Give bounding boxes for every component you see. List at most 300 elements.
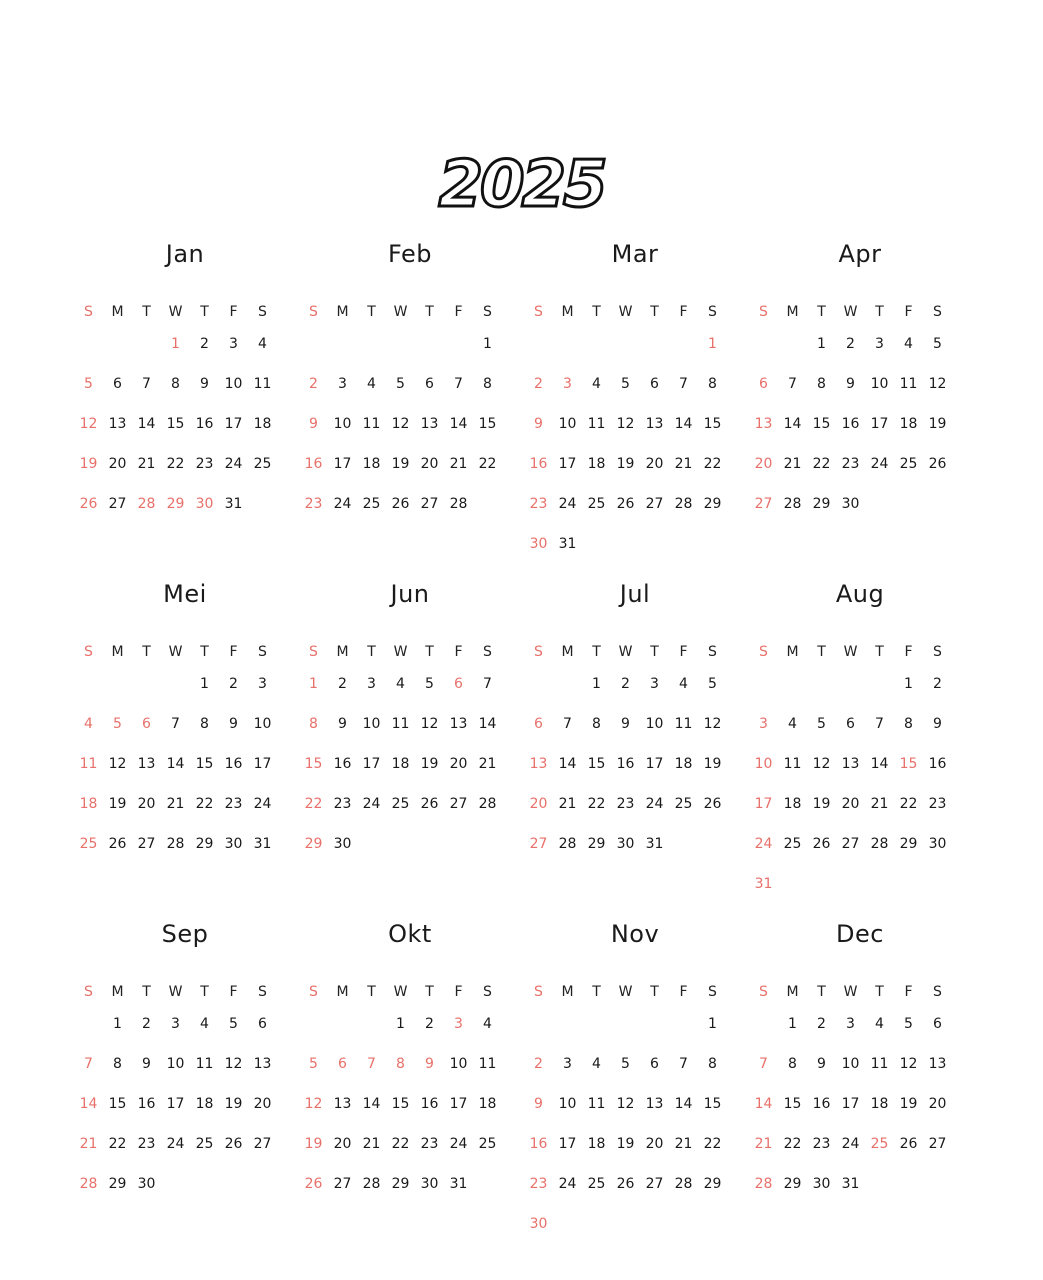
day-cell-holiday: 1 [708, 336, 717, 352]
day-cell: 2 [425, 1016, 434, 1032]
week-row [299, 794, 524, 834]
day-cell: 17 [645, 756, 664, 772]
day-cell-holiday: 12 [79, 416, 98, 432]
empty-cell [611, 334, 640, 374]
day-cell: 15 [391, 1096, 410, 1112]
day-cell-holiday: 23 [529, 496, 548, 512]
week-row [74, 1174, 299, 1214]
day-cell: 8 [817, 376, 826, 392]
empty-cell [473, 1174, 502, 1214]
empty-cell [357, 1014, 386, 1054]
day-cell: 27 [841, 836, 860, 852]
day-cell: 25 [253, 456, 272, 472]
week-row [299, 714, 524, 754]
day-cell: 10 [558, 416, 577, 432]
weekday-label: F [679, 304, 688, 320]
empty-cell [386, 834, 415, 874]
day-cell: 12 [899, 1056, 918, 1072]
day-cell: 30 [928, 836, 947, 852]
day-cell: 5 [425, 676, 434, 692]
day-cell: 2 [933, 676, 942, 692]
day-cell: 18 [870, 1096, 889, 1112]
day-cell: 8 [708, 376, 717, 392]
weekday-label: S [759, 644, 768, 660]
day-cell: 30 [420, 1176, 439, 1192]
weekday-label: S [534, 644, 543, 660]
day-cell: 4 [904, 336, 913, 352]
day-cell: 13 [420, 416, 439, 432]
day-cell: 1 [904, 676, 913, 692]
weekday-label: S [258, 304, 267, 320]
day-cell: 12 [391, 416, 410, 432]
day-cell: 8 [200, 716, 209, 732]
day-cell: 24 [449, 1136, 468, 1152]
empty-cell [357, 834, 386, 874]
empty-cell [524, 334, 553, 374]
day-cell-holiday: 25 [870, 1136, 889, 1152]
empty-cell [553, 334, 582, 374]
day-cell: 27 [333, 1176, 352, 1192]
day-cell: 19 [108, 796, 127, 812]
weekday-label: T [367, 984, 376, 1000]
day-cell: 30 [137, 1176, 156, 1192]
weekday-header [524, 966, 749, 1002]
week-row [74, 794, 299, 834]
day-cell: 20 [333, 1136, 352, 1152]
month-mar [524, 236, 749, 576]
day-cell: 14 [558, 756, 577, 772]
day-cell: 12 [420, 716, 439, 732]
day-cell: 31 [253, 836, 272, 852]
empty-cell [473, 834, 502, 874]
weekday-label: T [817, 984, 826, 1000]
day-cell: 14 [362, 1096, 381, 1112]
day-cell: 21 [870, 796, 889, 812]
day-cell: 9 [200, 376, 209, 392]
weekday-label: T [875, 644, 884, 660]
day-cell: 18 [587, 456, 606, 472]
empty-cell [865, 874, 894, 914]
day-cell: 21 [674, 1136, 693, 1152]
week-row [749, 834, 974, 874]
weekday-label: S [483, 304, 492, 320]
weekday-label: S [534, 984, 543, 1000]
day-cell: 24 [645, 796, 664, 812]
day-cell: 12 [616, 416, 635, 432]
day-cell: 8 [592, 716, 601, 732]
day-cell: 5 [817, 716, 826, 732]
day-cell: 8 [904, 716, 913, 732]
day-cell: 24 [166, 1136, 185, 1152]
month-name: Apr [838, 240, 882, 268]
empty-cell [807, 874, 836, 914]
week-row [74, 1134, 299, 1174]
weekday-label: W [168, 984, 183, 1000]
day-cell: 22 [703, 1136, 722, 1152]
weekday-label: F [454, 984, 463, 1000]
day-cell: 15 [478, 416, 497, 432]
day-cell: 28 [783, 496, 802, 512]
month-name: Jun [390, 580, 430, 608]
day-cell: 21 [783, 456, 802, 472]
day-cell: 27 [137, 836, 156, 852]
day-cell: 4 [396, 676, 405, 692]
empty-cell [749, 674, 778, 714]
weekday-label: M [786, 304, 799, 320]
weekday-label: M [561, 644, 574, 660]
empty-cell [74, 1014, 103, 1054]
day-cell-holiday: 3 [759, 716, 768, 732]
day-cell: 3 [846, 1016, 855, 1032]
day-cell: 6 [650, 376, 659, 392]
empty-cell [248, 1174, 277, 1214]
weekday-label: W [618, 984, 633, 1000]
empty-cell [611, 1014, 640, 1054]
day-cell: 17 [841, 1096, 860, 1112]
day-cell: 19 [928, 416, 947, 432]
month-okt [299, 916, 524, 1256]
calendar-grid [74, 236, 974, 1256]
week-row [524, 1054, 749, 1094]
day-cell: 26 [616, 1176, 635, 1192]
day-cell: 29 [703, 1176, 722, 1192]
day-cell: 2 [846, 336, 855, 352]
day-cell: 14 [166, 756, 185, 772]
day-cell: 7 [679, 1056, 688, 1072]
day-cell: 11 [674, 716, 693, 732]
day-cell: 4 [592, 376, 601, 392]
weekday-label: T [142, 644, 151, 660]
day-cell: 20 [841, 796, 860, 812]
day-cell: 25 [362, 496, 381, 512]
empty-cell [640, 334, 669, 374]
day-cell: 10 [224, 376, 243, 392]
empty-cell [386, 334, 415, 374]
day-cell: 23 [841, 456, 860, 472]
day-cell: 26 [703, 796, 722, 812]
day-cell: 7 [788, 376, 797, 392]
day-cell: 2 [200, 336, 209, 352]
empty-cell [473, 494, 502, 534]
week-row [524, 454, 749, 494]
weekday-header [749, 286, 974, 322]
day-cell: 29 [108, 1176, 127, 1192]
day-cell: 5 [621, 1056, 630, 1072]
empty-cell [640, 534, 669, 574]
day-cell: 22 [783, 1136, 802, 1152]
week-row [74, 494, 299, 534]
day-cell: 6 [258, 1016, 267, 1032]
empty-cell [669, 534, 698, 574]
empty-cell [923, 874, 952, 914]
day-cell-holiday: 13 [754, 416, 773, 432]
day-cell: 17 [449, 1096, 468, 1112]
empty-cell [328, 1014, 357, 1054]
day-cell: 11 [195, 1056, 214, 1072]
weekday-label: F [679, 644, 688, 660]
day-cell-holiday: 9 [425, 1056, 434, 1072]
weekday-label: M [786, 984, 799, 1000]
weekday-label: T [425, 304, 434, 320]
day-cell-holiday: 27 [754, 496, 773, 512]
day-cell-holiday: 26 [304, 1176, 323, 1192]
empty-cell [328, 334, 357, 374]
day-cell: 18 [195, 1096, 214, 1112]
week-row [524, 1134, 749, 1174]
weekday-label: T [592, 304, 601, 320]
empty-cell [611, 1214, 640, 1254]
day-cell: 11 [899, 376, 918, 392]
day-cell: 18 [587, 1136, 606, 1152]
day-cell: 14 [137, 416, 156, 432]
day-cell: 31 [224, 496, 243, 512]
day-cell: 24 [558, 496, 577, 512]
month-name: Aug [835, 580, 885, 608]
week-row [749, 374, 974, 414]
weekday-header [749, 966, 974, 1002]
day-cell: 7 [142, 376, 151, 392]
day-cell: 21 [478, 756, 497, 772]
weekday-header [749, 626, 974, 662]
weekday-header [524, 626, 749, 662]
day-cell: 18 [391, 756, 410, 772]
day-cell: 24 [333, 496, 352, 512]
day-cell: 19 [812, 796, 831, 812]
day-cell: 2 [817, 1016, 826, 1032]
day-cell: 10 [333, 416, 352, 432]
day-cell: 31 [449, 1176, 468, 1192]
day-cell: 4 [367, 376, 376, 392]
week-row [749, 1094, 974, 1134]
empty-cell [778, 674, 807, 714]
week-row [74, 1014, 299, 1054]
day-cell: 28 [674, 496, 693, 512]
day-cell: 24 [253, 796, 272, 812]
day-cell: 9 [229, 716, 238, 732]
day-cell: 5 [396, 376, 405, 392]
day-cell-holiday: 13 [529, 756, 548, 772]
day-cell: 30 [812, 1176, 831, 1192]
week-row [524, 374, 749, 414]
weekday-label: F [904, 984, 913, 1000]
day-cell: 26 [928, 456, 947, 472]
empty-cell [778, 874, 807, 914]
day-cell: 5 [933, 336, 942, 352]
day-cell: 27 [253, 1136, 272, 1152]
day-cell-holiday: 27 [529, 836, 548, 852]
day-cell: 9 [817, 1056, 826, 1072]
weekday-label: M [336, 304, 349, 320]
day-cell: 11 [362, 416, 381, 432]
day-cell: 9 [338, 716, 347, 732]
day-cell: 28 [166, 836, 185, 852]
day-cell: 15 [108, 1096, 127, 1112]
week-row [749, 754, 974, 794]
day-cell: 20 [449, 756, 468, 772]
day-cell: 15 [703, 416, 722, 432]
month-name: Okt [388, 920, 432, 948]
day-cell: 23 [928, 796, 947, 812]
week-row [299, 334, 524, 374]
weekday-label: F [454, 644, 463, 660]
day-cell: 25 [587, 1176, 606, 1192]
day-cell-holiday: 30 [529, 536, 548, 552]
weekday-header [74, 286, 299, 322]
day-cell: 18 [899, 416, 918, 432]
day-cell: 19 [616, 1136, 635, 1152]
week-row [749, 794, 974, 834]
day-cell-holiday: 1 [309, 676, 318, 692]
empty-cell [553, 674, 582, 714]
week-row [749, 1054, 974, 1094]
day-cell-holiday: 7 [759, 1056, 768, 1072]
empty-cell [640, 1014, 669, 1054]
day-cell: 3 [171, 1016, 180, 1032]
week-row [74, 1094, 299, 1134]
weekday-label: T [200, 304, 209, 320]
weekday-label: W [168, 304, 183, 320]
day-cell: 22 [166, 456, 185, 472]
day-cell: 15 [703, 1096, 722, 1112]
day-cell: 26 [420, 796, 439, 812]
day-cell-holiday: 21 [754, 1136, 773, 1152]
empty-cell [865, 494, 894, 534]
day-cell: 6 [113, 376, 122, 392]
day-cell: 23 [420, 1136, 439, 1152]
weekday-label: S [759, 304, 768, 320]
day-cell: 5 [621, 376, 630, 392]
empty-cell [553, 1214, 582, 1254]
week-row [74, 374, 299, 414]
day-cell: 4 [679, 676, 688, 692]
day-cell-holiday: 24 [754, 836, 773, 852]
day-cell: 23 [195, 456, 214, 472]
weekday-label: T [200, 984, 209, 1000]
day-cell: 13 [841, 756, 860, 772]
week-row [74, 1054, 299, 1094]
weekday-label: S [258, 984, 267, 1000]
day-cell-holiday: 30 [529, 1216, 548, 1232]
day-cell: 25 [195, 1136, 214, 1152]
weekday-header [299, 966, 524, 1002]
week-row [749, 1014, 974, 1054]
empty-cell [836, 874, 865, 914]
day-cell-holiday: 2 [534, 1056, 543, 1072]
weekday-label: S [309, 644, 318, 660]
day-cell: 1 [483, 336, 492, 352]
day-cell: 29 [703, 496, 722, 512]
day-cell: 27 [449, 796, 468, 812]
day-cell: 21 [362, 1136, 381, 1152]
day-cell-holiday: 16 [529, 456, 548, 472]
day-cell: 14 [674, 416, 693, 432]
day-cell: 4 [483, 1016, 492, 1032]
empty-cell [894, 874, 923, 914]
weekday-label: W [168, 644, 183, 660]
day-cell-holiday: 6 [338, 1056, 347, 1072]
empty-cell [415, 334, 444, 374]
day-cell: 30 [333, 836, 352, 852]
weekday-label: S [708, 644, 717, 660]
week-row [74, 754, 299, 794]
day-cell-holiday: 8 [396, 1056, 405, 1072]
day-cell: 22 [587, 796, 606, 812]
day-cell: 20 [420, 456, 439, 472]
day-cell: 16 [928, 756, 947, 772]
day-cell: 18 [674, 756, 693, 772]
weekday-label: T [425, 984, 434, 1000]
weekday-label: T [650, 644, 659, 660]
day-cell: 25 [899, 456, 918, 472]
weekday-label: M [561, 984, 574, 1000]
day-cell: 10 [558, 1096, 577, 1112]
day-cell: 30 [841, 496, 860, 512]
empty-cell [357, 334, 386, 374]
day-cell-holiday: 16 [529, 1136, 548, 1152]
weekday-label: S [708, 984, 717, 1000]
week-row [74, 414, 299, 454]
week-row [524, 1174, 749, 1214]
weekday-label: S [483, 644, 492, 660]
day-cell: 28 [870, 836, 889, 852]
weekday-label: T [425, 644, 434, 660]
week-row [299, 1094, 524, 1134]
day-cell: 9 [621, 716, 630, 732]
day-cell: 4 [258, 336, 267, 352]
weekday-label: S [534, 304, 543, 320]
day-cell: 3 [563, 1056, 572, 1072]
day-cell-holiday: 8 [309, 716, 318, 732]
day-cell: 19 [420, 756, 439, 772]
day-cell: 27 [928, 1136, 947, 1152]
empty-cell [74, 674, 103, 714]
week-row [749, 1134, 974, 1174]
day-cell: 11 [783, 756, 802, 772]
day-cell: 19 [391, 456, 410, 472]
empty-cell [444, 334, 473, 374]
day-cell: 15 [195, 756, 214, 772]
week-row [524, 1094, 749, 1134]
day-cell: 28 [362, 1176, 381, 1192]
day-cell: 4 [592, 1056, 601, 1072]
day-cell: 25 [674, 796, 693, 812]
day-cell: 1 [788, 1016, 797, 1032]
day-cell: 8 [788, 1056, 797, 1072]
month-name: Nov [610, 920, 660, 948]
day-cell: 17 [362, 756, 381, 772]
day-cell: 17 [224, 416, 243, 432]
week-row [749, 714, 974, 754]
empty-cell [219, 1174, 248, 1214]
empty-cell [669, 834, 698, 874]
day-cell: 17 [253, 756, 272, 772]
day-cell-holiday: 15 [304, 756, 323, 772]
weekday-label: W [843, 644, 858, 660]
empty-cell [611, 534, 640, 574]
empty-cell [582, 534, 611, 574]
month-name: Feb [388, 240, 432, 268]
month-name: Sep [161, 920, 209, 948]
day-cell: 27 [108, 496, 127, 512]
week-row [524, 1214, 749, 1254]
day-cell: 3 [338, 376, 347, 392]
weekday-label: W [393, 984, 408, 1000]
day-cell: 23 [333, 796, 352, 812]
day-cell: 29 [812, 496, 831, 512]
day-cell-holiday: 9 [309, 416, 318, 432]
weekday-label: T [650, 984, 659, 1000]
year-title: 2025 [438, 148, 605, 222]
